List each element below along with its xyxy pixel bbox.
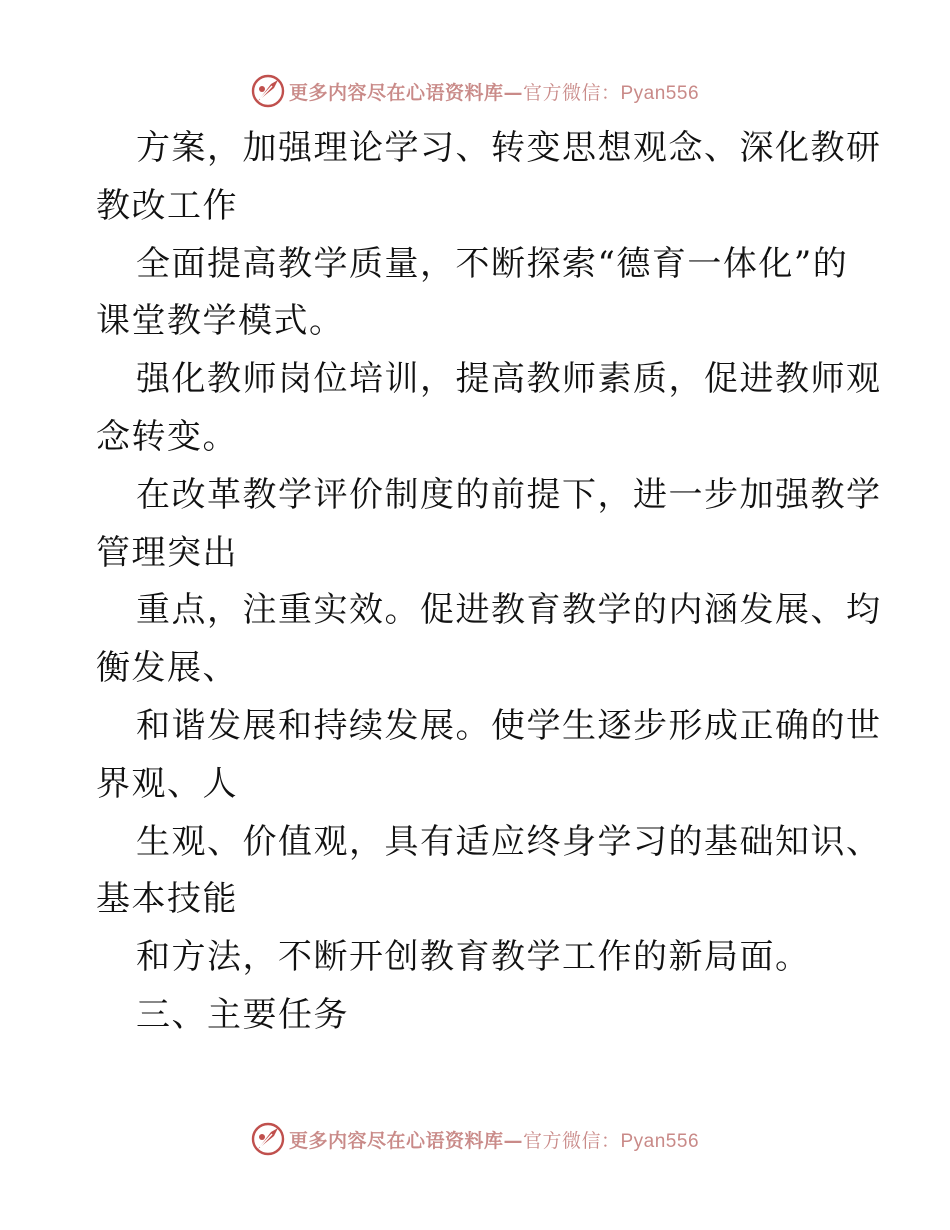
header-watermark-text — [289, 78, 699, 105]
text-line: 和谐发展和持续发展。使学生逐步形成正确的世 — [136, 705, 882, 746]
text-line: 念转变。 — [96, 416, 238, 457]
footer-watermark-text — [289, 1126, 699, 1153]
header-watermark-main: 更多内容尽在心语资料库 — [288, 81, 504, 104]
text-line: 全面提高教学质量，不断探索“德育一体化”的 — [136, 243, 849, 284]
text-line: 管理突出 — [96, 532, 238, 573]
text-line: 重点，注重实效。促进教育教学的内涵发展、均 — [136, 590, 882, 631]
text-line: 强化教师岗位培训，提高教师素质，促进教师观 — [136, 359, 882, 400]
footer-watermark — [0, 1119, 950, 1159]
text-line: 生观、价值观，具有适应终身学习的基础知识、 — [136, 821, 882, 862]
text-line: 方案，加强理论学习、转变思想观念、深化教研 — [136, 128, 882, 168]
document-body — [96, 120, 882, 1045]
quill-logo-icon — [251, 74, 285, 108]
text-line: 和方法，不断开创教育教学工作的新局面。 — [136, 937, 811, 978]
text-line: 衡发展、 — [96, 648, 238, 689]
header-watermark-dash: — — [503, 81, 523, 104]
header-watermark — [0, 71, 950, 111]
text-line: 在改革教学评价制度的前提下，进一步加强教学 — [136, 474, 882, 515]
text-line: 三、主要任务 — [136, 994, 349, 1035]
header-watermark-wechat: 官方微信：Pyan556 — [523, 82, 700, 104]
footer-watermark-dash: — — [503, 1129, 523, 1152]
quill-logo-icon — [251, 1122, 285, 1156]
footer-watermark-main: 更多内容尽在心语资料库 — [288, 1129, 504, 1152]
text-line: 基本技能 — [96, 879, 238, 920]
text-line: 界观、人 — [96, 763, 238, 804]
text-line: 教改工作 — [96, 185, 238, 226]
text-line: 课堂教学模式。 — [96, 301, 345, 342]
footer-watermark-wechat: 官方微信：Pyan556 — [523, 1130, 700, 1152]
